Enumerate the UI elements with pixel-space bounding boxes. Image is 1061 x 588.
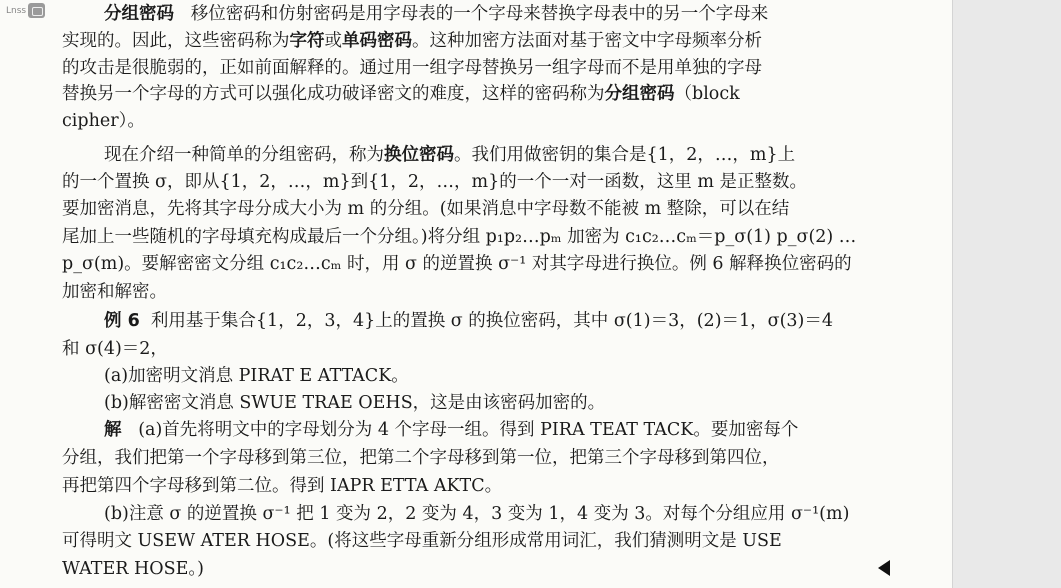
para2-line4: 尾加上一些随机的字母填充构成最后一个分组。)将分组 p₁p₂…pₘ 加密为 c₁c₂…cₘ＝p_σ(1) p_σ(2) …: [62, 227, 857, 247]
term-block-cipher: 分组密码: [604, 84, 675, 104]
para2-line3: 要加密消息，先将其字母分成大小为 m 的分组。(如果消息中字母数不能被 m 整除，可以在结: [62, 199, 790, 219]
solution-line6: WATER HOSE。): [62, 559, 204, 579]
solution-line4: (b)注意 σ 的逆置换 σ⁻¹ 把 1 变为 2，2 变为 4，3 变为 1，4 变为 3。对每个分组应用 σ⁻¹(m): [104, 504, 850, 524]
solution-line3: 再把第四个字母移到第二位。得到 IAPR ETTA AKTC。: [62, 476, 503, 496]
para1-heading: 分组密码: [104, 4, 174, 24]
example-label: 例 6: [104, 311, 140, 331]
term-monoalphabetic: 单码密码: [342, 31, 412, 51]
term-character: 字符: [289, 31, 325, 51]
logo-icon: [28, 3, 45, 18]
term-transposition: 换位密码: [384, 145, 454, 165]
previous-page-arrow-icon[interactable]: [878, 560, 890, 576]
solution-line2: 分组，我们把第一个字母移到第三位，把第二个字母移到第一位，把第三个字母移到第四位，: [62, 448, 780, 468]
para1-line2: 实现的。因此，这些密码称为字符或单码密码。这种加密方法面对基于密文中字母频率分析: [62, 31, 762, 51]
para2-line5: p_σ(m)。要解密密文分组 c₁c₂…cₘ 时，用 σ 的逆置换 σ⁻¹ 对其字母进行换位。例 6 解释换位密码的: [62, 254, 852, 274]
logo-text: Lnss: [6, 5, 27, 16]
para1-line3: 的攻击是很脆弱的，正如前面解释的。通过用一组字母替换另一组字母而不是用单独的字母: [62, 58, 762, 78]
solution-label: 解: [104, 420, 122, 440]
para1-line5: cipher）。: [62, 111, 145, 131]
app-logo: [6, 3, 45, 18]
example-part-b: (b)解密密文消息 SWUE TRAE OEHS，这是由该密码加密的。: [104, 393, 606, 413]
solution-line5: 可得明文 USEW ATER HOSE。(将这些字母重新分组形成常用词汇，我们猜测明文是 USE: [62, 531, 782, 551]
para2-line2: 的一个置换 σ，即从{1，2，…，m}到{1，2，…，m}的一个一对一函数，这里 m 是正整数。: [62, 172, 807, 192]
example-line2: 和 σ(4)＝2，: [62, 339, 168, 359]
para2-line1: 现在介绍一种简单的分组密码，称为换位密码。我们用做密钥的集合是{1，2，…，m}上: [104, 145, 796, 165]
para1-text: 移位密码和仿射密码是用字母表的一个字母来替换字母表中的另一个字母来: [190, 4, 769, 24]
solution-line1: 解 (a)首先将明文中的字母划分为 4 个字母一组。得到 PIRA TEAT TACK。要加密每个: [104, 420, 799, 440]
right-gutter: [952, 0, 1061, 588]
para2-line6: 加密和解密。: [62, 282, 167, 302]
para1-line1: [104, 2, 768, 27]
example-part-a: (a)加密明文消息 PIRAT E ATTACK。: [104, 366, 409, 386]
para1-line4: 替换另一个字母的方式可以强化成功破译密文的难度，这样的密码称为分组密码（block: [62, 84, 740, 104]
example-line1: 例 6 利用基于集合{1，2，3，4}上的置换 σ 的换位密码，其中 σ(1)＝3，(2)＝1，σ(3)＝4: [104, 311, 834, 331]
